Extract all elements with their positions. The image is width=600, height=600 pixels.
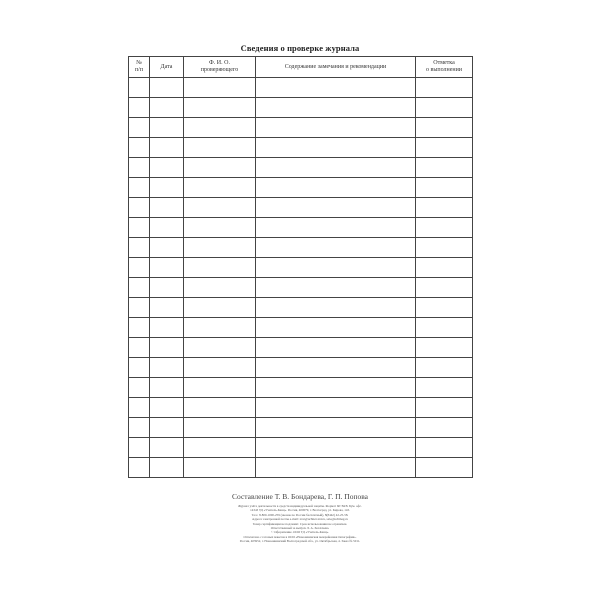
- table-cell[interactable]: [256, 78, 416, 98]
- table-cell[interactable]: [150, 418, 184, 438]
- table-cell[interactable]: [129, 158, 150, 178]
- column-header-number-label: № п/п: [134, 60, 144, 73]
- table-cell[interactable]: [184, 298, 256, 318]
- page-title: Сведения о проверке журнала: [240, 43, 360, 53]
- table-cell[interactable]: [256, 358, 416, 378]
- table-cell[interactable]: [184, 338, 256, 358]
- table-cell[interactable]: [129, 118, 150, 138]
- table-cell[interactable]: [416, 338, 473, 358]
- table-cell[interactable]: [184, 318, 256, 338]
- table-row: [129, 338, 473, 358]
- table-row: [129, 298, 473, 318]
- table-cell[interactable]: [129, 338, 150, 358]
- table-cell[interactable]: [184, 198, 256, 218]
- table-cell[interactable]: [150, 78, 184, 98]
- table-cell[interactable]: [129, 78, 150, 98]
- table-cell[interactable]: [256, 318, 416, 338]
- table-cell[interactable]: [184, 278, 256, 298]
- table-cell[interactable]: [129, 258, 150, 278]
- table-row: [129, 78, 473, 98]
- table-cell[interactable]: [129, 398, 150, 418]
- fine-print-line: Товар сертификации не подлежит. Срок использования не ограничен.: [252, 521, 348, 526]
- table-cell[interactable]: [256, 278, 416, 298]
- fine-print-line: © Оформление. ООО ТД «Учитель-Канц».: [271, 530, 329, 535]
- table-cell[interactable]: [129, 198, 150, 218]
- table-row: [129, 318, 473, 338]
- table-cell[interactable]: [129, 378, 150, 398]
- table-cell[interactable]: [256, 118, 416, 138]
- table-cell[interactable]: [150, 318, 184, 338]
- table-cell[interactable]: [184, 138, 256, 158]
- table-cell[interactable]: [256, 98, 416, 118]
- table-cell[interactable]: [256, 338, 416, 358]
- table-cell[interactable]: [129, 438, 150, 458]
- table-cell[interactable]: [150, 218, 184, 238]
- table-cell[interactable]: [150, 378, 184, 398]
- table-row: [129, 218, 473, 238]
- table-cell[interactable]: [416, 258, 473, 278]
- fine-print-line: Журнал учёта деятельности в средств индивидуальной защиты. Формат 60×84/8. Бум. офс.: [238, 504, 362, 508]
- fine-print-line: Ответственный за выпуск Л. А. Хохлачева.: [270, 526, 330, 531]
- table-row: [129, 398, 473, 418]
- table-cell[interactable]: [256, 238, 416, 258]
- table-row: [129, 138, 473, 158]
- table-cell[interactable]: [150, 118, 184, 138]
- table-cell[interactable]: [256, 198, 416, 218]
- column-header-completion: [416, 57, 473, 78]
- table-cell[interactable]: [256, 138, 416, 158]
- table-cell[interactable]: [184, 98, 256, 118]
- table-cell[interactable]: [150, 278, 184, 298]
- table-row: [129, 358, 473, 378]
- table-row: [129, 438, 473, 458]
- table-cell[interactable]: [184, 418, 256, 438]
- table-cell[interactable]: [256, 418, 416, 438]
- table-cell[interactable]: [184, 458, 256, 478]
- table-cell[interactable]: [416, 178, 473, 198]
- column-header-completion-label: Отметка о выполнении: [426, 60, 462, 73]
- table-cell[interactable]: [184, 398, 256, 418]
- table-row: [129, 198, 473, 218]
- table-cell[interactable]: [256, 398, 416, 418]
- table-cell[interactable]: [256, 158, 416, 178]
- table-cell[interactable]: [150, 438, 184, 458]
- table-row: [129, 418, 473, 438]
- table-cell[interactable]: [416, 198, 473, 218]
- table-cell[interactable]: [416, 158, 473, 178]
- table-cell[interactable]: [256, 178, 416, 198]
- table-row: [129, 378, 473, 398]
- column-header-remarks: [256, 57, 416, 78]
- table-cell[interactable]: [256, 378, 416, 398]
- column-header-date-label: Дата: [160, 63, 173, 70]
- table-cell[interactable]: [416, 298, 473, 318]
- table-cell[interactable]: [416, 458, 473, 478]
- table-cell[interactable]: [150, 358, 184, 378]
- table-cell[interactable]: [129, 458, 150, 478]
- table-cell[interactable]: [184, 118, 256, 138]
- table-cell[interactable]: [416, 418, 473, 438]
- table-cell[interactable]: [129, 178, 150, 198]
- table-cell[interactable]: [150, 398, 184, 418]
- table-cell[interactable]: [150, 238, 184, 258]
- table-body: [129, 78, 473, 478]
- table-cell[interactable]: [416, 378, 473, 398]
- authors-credit: Составление Т. В. Бондарева, Г. П. Попова: [232, 492, 368, 501]
- table-cell[interactable]: [416, 278, 473, 298]
- table-cell[interactable]: [129, 138, 150, 158]
- table-cell[interactable]: [184, 258, 256, 278]
- inspection-table: [128, 56, 473, 478]
- table-row: [129, 98, 473, 118]
- table-cell[interactable]: [129, 318, 150, 338]
- table-cell[interactable]: [256, 258, 416, 278]
- table-row: [129, 258, 473, 278]
- table-cell[interactable]: [416, 78, 473, 98]
- column-header-number: [129, 57, 150, 78]
- table-cell[interactable]: [129, 98, 150, 118]
- table-cell[interactable]: [416, 138, 473, 158]
- column-header-inspector-label: Ф. И. О. проверяющего: [200, 60, 239, 73]
- table-row: [129, 118, 473, 138]
- table-cell[interactable]: [416, 238, 473, 258]
- table-cell[interactable]: [150, 178, 184, 198]
- fine-print: [150, 504, 450, 544]
- table-cell[interactable]: [150, 258, 184, 278]
- table-cell[interactable]: [416, 438, 473, 458]
- table-cell[interactable]: [416, 358, 473, 378]
- table-cell[interactable]: [416, 118, 473, 138]
- table-row: [129, 278, 473, 298]
- fine-print-line: Адреса электронной почты e-mail: zvet@uchitel-izd.ru, sale@uchmag.ru: [252, 517, 348, 522]
- table-cell[interactable]: [129, 418, 150, 438]
- table-cell[interactable]: [150, 98, 184, 118]
- credits-block: [150, 492, 450, 544]
- table-cell[interactable]: [184, 158, 256, 178]
- column-header-remarks-label: Содержание замечания и рекомендации: [284, 63, 387, 70]
- table-cell[interactable]: [129, 238, 150, 258]
- table-cell[interactable]: [184, 178, 256, 198]
- table-cell[interactable]: [256, 438, 416, 458]
- table-cell[interactable]: [150, 138, 184, 158]
- table-cell[interactable]: [150, 298, 184, 318]
- table-cell[interactable]: [256, 458, 416, 478]
- table-row: [129, 458, 473, 478]
- table-cell[interactable]: [184, 378, 256, 398]
- table-cell[interactable]: [416, 218, 473, 238]
- table-cell[interactable]: [184, 78, 256, 98]
- table-cell[interactable]: [129, 358, 150, 378]
- table-cell[interactable]: [150, 458, 184, 478]
- table-cell[interactable]: [416, 98, 473, 118]
- table-cell[interactable]: [416, 398, 473, 418]
- column-header-inspector: [184, 57, 256, 78]
- table-cell[interactable]: [184, 438, 256, 458]
- table-cell[interactable]: [184, 238, 256, 258]
- table-cell[interactable]: [129, 278, 150, 298]
- table-cell[interactable]: [416, 318, 473, 338]
- table-header-row: [129, 57, 473, 78]
- table-cell[interactable]: [256, 218, 416, 238]
- table-row: [129, 158, 473, 178]
- table-cell[interactable]: [256, 298, 416, 318]
- table-cell[interactable]: [129, 298, 150, 318]
- fine-print-line: Тел.: 8-800-1000-259 (звонок по России бесплатный), 8(8442) 42-25-58.: [251, 512, 349, 517]
- table-cell[interactable]: [150, 198, 184, 218]
- table-cell[interactable]: [150, 338, 184, 358]
- fine-print-line: 14343 ТД «Учитель-Канц». Россия, 400079, г. Волгоград, ул. Кирова, 143.: [250, 508, 350, 513]
- table-cell[interactable]: [150, 158, 184, 178]
- column-header-date: [150, 57, 184, 78]
- fine-print-line: Отпечатано с готовых макетов в ООО «Новоаннинская межрайонная типография».: [243, 534, 357, 539]
- table-cell[interactable]: [184, 358, 256, 378]
- table-cell[interactable]: [184, 218, 256, 238]
- fine-print-line: Россия, 403952, г. Новоаннинский Волгоградской обл., ул. Октябрьская, 4. Заказ № 5011.: [239, 539, 361, 544]
- table-cell[interactable]: [129, 218, 150, 238]
- table-row: [129, 178, 473, 198]
- table-row: [129, 238, 473, 258]
